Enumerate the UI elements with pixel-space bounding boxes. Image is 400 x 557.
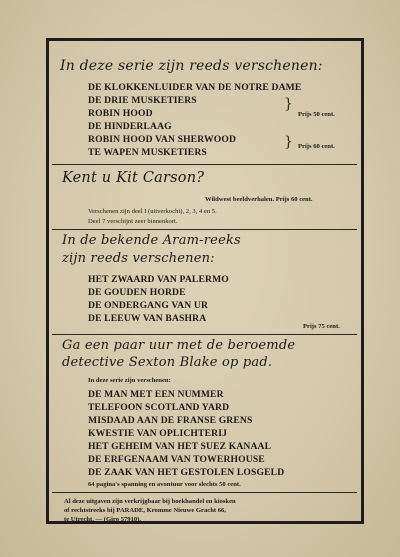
section-divider <box>52 229 357 230</box>
section1-heading: In deze serie zijn reeds verschenen: <box>60 58 323 74</box>
title-item: HET GEHEIM VAN HET SUEZ KANAAL <box>88 441 272 452</box>
section2-line: Deel 7 verschijnt zeer binnenkort. <box>88 218 178 225</box>
section2-subtitle: Wildwest beeldverhalen. Prijs 60 cent. <box>205 196 313 203</box>
footer-line: of rechtstreeks bij PARADE, Kromme Nieuwe Gracht 66, <box>64 507 226 514</box>
title-item: ROBIN HOOD <box>88 108 153 119</box>
section2-line: Verschenen zijn deel I (uitverkocht), 2, 3, 4 en 5. <box>88 208 217 215</box>
title-item: DE GOUDEN HORDE <box>88 287 186 298</box>
price-label: Prijs 50 cent. <box>298 111 335 118</box>
title-item: DE DRIE MUSKETIERS <box>88 95 197 106</box>
section2-heading: Kent u Kit Carson? <box>62 170 205 186</box>
title-item: TE WAPEN MUSKETIERS <box>88 147 207 158</box>
title-item: DE ONDERGANG VAN UR <box>88 300 209 311</box>
section4-heading: detective Sexton Blake op pad. <box>62 355 273 370</box>
brace-glyph: } <box>284 134 293 150</box>
section3-heading: In de bekende Aram-reeks <box>62 233 241 248</box>
section-divider <box>52 334 357 335</box>
title-item: DE ZAAK VAN HET GESTOLEN LOSGELD <box>88 467 285 478</box>
title-item: DE KLOKKENLUIDER VAN DE NOTRE DAME <box>88 82 302 93</box>
brace-glyph: } <box>284 96 293 112</box>
section4-heading: Ga een paar uur met de beroemde <box>62 338 296 353</box>
title-item: HET ZWAARD VAN PALERMO <box>88 274 229 285</box>
title-item: DE MAN MET EEN NUMMER <box>88 389 224 400</box>
title-item: KWESTIE VAN OPLICHTERIJ <box>88 428 228 439</box>
title-item: ROBIN HOOD VAN SHERWOOD <box>88 134 237 145</box>
title-item: DE LEEUW VAN BASHRA <box>88 313 207 324</box>
footer-line: Al deze uitgaven zijn verkrijgbaar bij boekhandel en kiosken <box>64 498 236 505</box>
section3-heading: zijn reeds verschenen: <box>62 251 215 266</box>
section4-footer-note: 64 pagina's spanning en avontuur voor slechts 50 cent. <box>88 481 241 488</box>
title-item: TELEFOON SCOTLAND YARD <box>88 402 230 413</box>
title-item: DE ERFGENAAM VAN TOWERHOUSE <box>88 454 265 465</box>
section-divider <box>52 492 357 493</box>
price-label: Prijs 75 cent. <box>303 323 340 330</box>
section-divider <box>52 164 357 165</box>
price-label: Prijs 60 cent. <box>298 143 335 150</box>
title-item: DE HINDERLAAG <box>88 121 172 132</box>
section4-intro: In deze serie zijn verschenen: <box>88 377 171 384</box>
footer-line: te Utrecht. — (Giro 57910). <box>64 516 142 523</box>
title-item: MISDAAD AAN DE FRANSE GRENS <box>88 415 253 426</box>
